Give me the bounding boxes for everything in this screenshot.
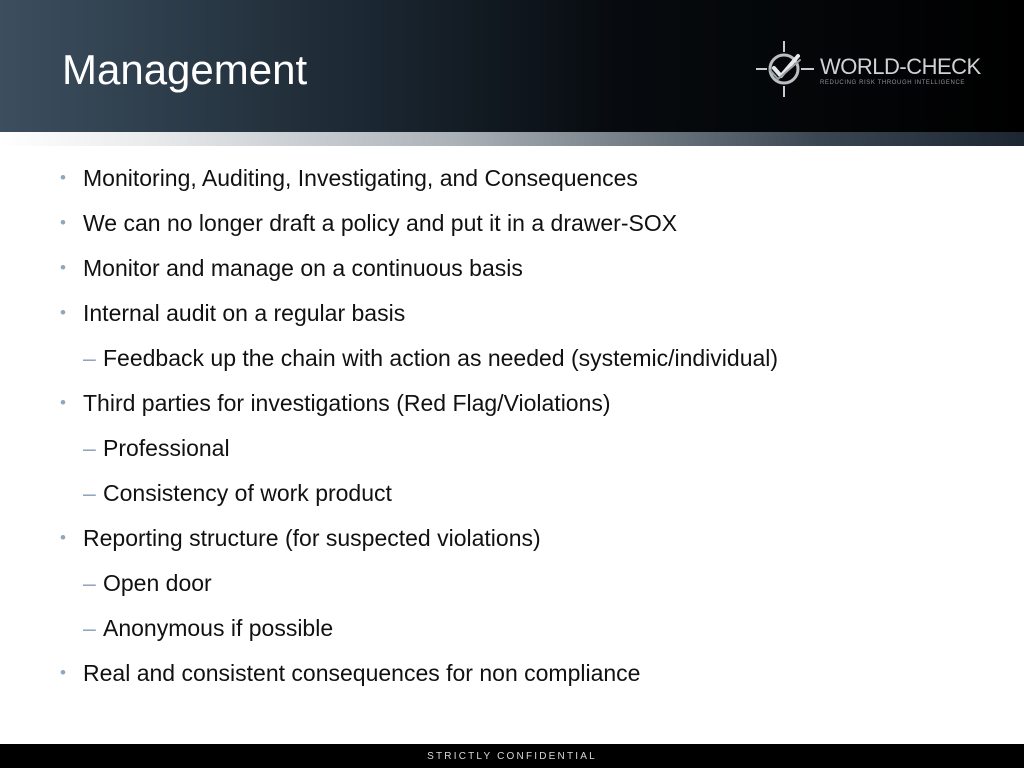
world-check-logo (754, 38, 994, 100)
bullet-icon: • (60, 258, 66, 277)
bullet-icon: • (60, 663, 66, 682)
list-item-text: Internal audit on a regular basis (83, 299, 406, 326)
list-item-text: Anonymous if possible (103, 614, 334, 641)
list-item (60, 298, 405, 328)
list-item-text: Real and consistent consequences for non compliance (83, 659, 641, 686)
list-item (60, 253, 523, 283)
logo-tagline: REDUCING RISK THROUGH INTELLIGENCE (820, 80, 965, 86)
dash-icon: – (83, 614, 96, 641)
list-item-text: Professional (103, 434, 230, 461)
list-subitem (83, 343, 778, 373)
list-item-text: Open door (103, 569, 212, 596)
list-item (60, 163, 638, 193)
list-subitem (83, 478, 392, 508)
dash-icon: – (83, 344, 96, 371)
list-subitem (83, 433, 230, 463)
list-item-text: Monitor and manage on a continuous basis (83, 254, 523, 281)
slide-footer (0, 744, 1024, 768)
bullet-icon: • (60, 393, 66, 412)
list-item-text: Reporting structure (for suspected violations) (83, 524, 541, 551)
dash-icon: – (83, 569, 96, 596)
list-item (60, 208, 677, 238)
bullet-icon: • (60, 213, 66, 232)
list-item-text: Consistency of work product (103, 479, 392, 506)
slide-header (0, 0, 1024, 132)
confidentiality-notice: STRICTLY CONFIDENTIAL (427, 750, 597, 762)
list-item-text: Monitoring, Auditing, Investigating, and Consequences (83, 164, 638, 191)
header-accent-band (0, 132, 1024, 146)
list-item (60, 523, 541, 553)
list-subitem (83, 568, 212, 598)
list-item (60, 388, 611, 418)
logo-wordmark: WORLD-CHECK (820, 54, 981, 79)
dash-icon: – (83, 479, 96, 506)
list-item (60, 658, 640, 688)
list-item-text: We can no longer draft a policy and put it in a drawer-SOX (83, 209, 678, 236)
list-item-text: Third parties for investigations (Red Flag/Violations) (83, 389, 611, 416)
checkmark-compass-icon (754, 38, 818, 100)
bullet-icon: • (60, 303, 66, 322)
bullet-icon: • (60, 528, 66, 547)
dash-icon: – (83, 434, 96, 461)
bullet-icon: • (60, 168, 66, 187)
slide-title: Management (62, 46, 308, 93)
list-subitem (83, 613, 333, 643)
list-item-text: Feedback up the chain with action as needed (systemic/individual) (103, 344, 779, 371)
